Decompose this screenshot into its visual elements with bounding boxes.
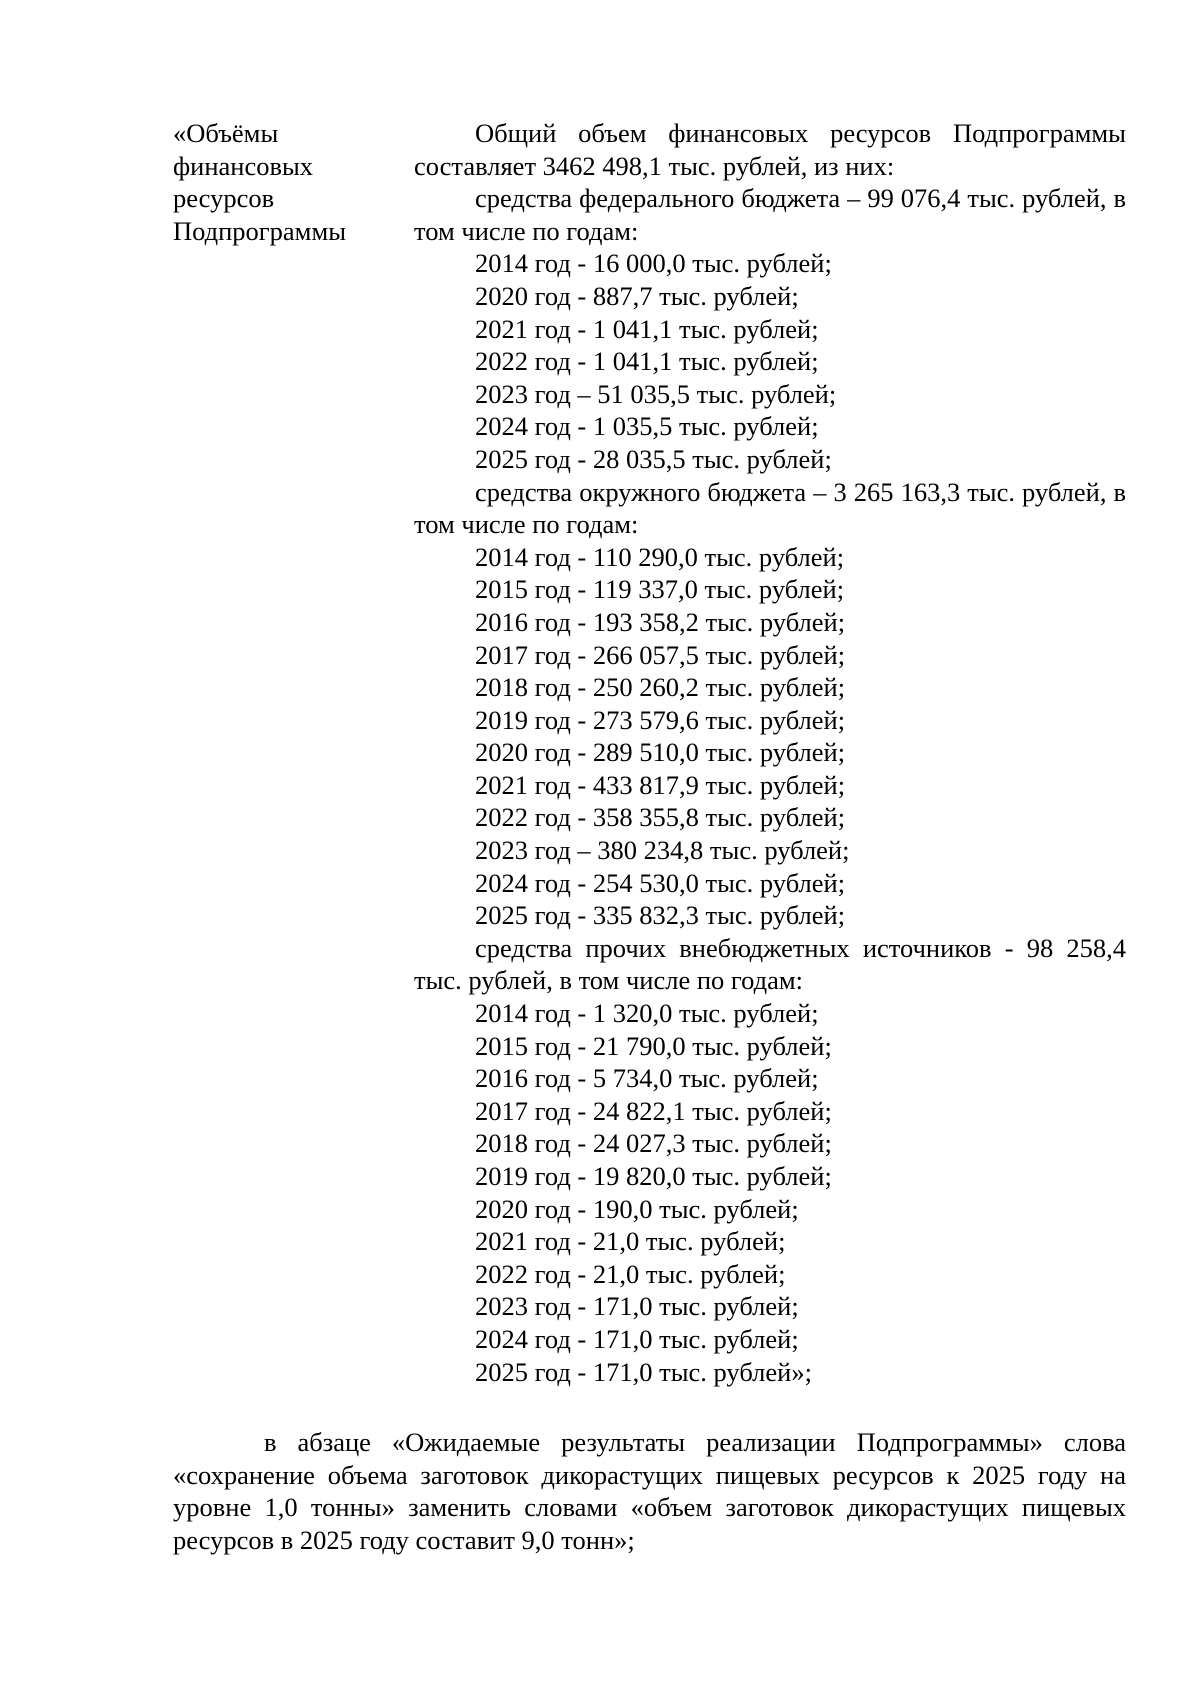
year-entry: 2018 год - 24 027,3 тыс. рублей; — [475, 1128, 832, 1159]
year-entry: 2020 год - 289 510,0 тыс. рублей; — [475, 737, 846, 768]
year-entry: 2014 год - 110 290,0 тыс. рублей; — [475, 541, 845, 572]
intro-paragraph: Общий объем финансовых ресурсов Подпрограммы составляет 3462 498,1 тыс. рублей, из них: — [414, 118, 1126, 181]
year-entry: 2025 год - 171,0 тыс. рублей»; — [475, 1356, 812, 1387]
federal-budget-years — [414, 247, 1126, 475]
year-entry: 2014 год - 1 320,0 тыс. рублей; — [475, 998, 819, 1029]
year-entry: 2022 год - 1 041,1 тыс. рублей; — [475, 346, 819, 377]
year-entry: 2022 год - 21,0 тыс. рублей; — [475, 1258, 786, 1289]
year-entry: 2021 год - 21,0 тыс. рублей; — [475, 1226, 786, 1257]
section-label-line: финансовых — [173, 150, 314, 181]
district-budget-heading: средства окружного бюджета – 3 265 163,3 тыс. рублей, в том числе по годам: — [414, 476, 1126, 540]
year-entry: 2024 год - 171,0 тыс. рублей; — [475, 1323, 799, 1354]
year-entry: 2024 год - 1 035,5 тыс. рублей; — [475, 411, 819, 442]
section-label-line: «Объёмы — [173, 118, 279, 148]
section-label-line: ресурсов — [173, 183, 275, 214]
year-entry: 2021 год - 433 817,9 тыс. рублей; — [475, 769, 846, 800]
year-entry: 2016 год - 193 358,2 тыс. рублей; — [475, 606, 846, 637]
year-entry: 2016 год - 5 734,0 тыс. рублей; — [475, 1063, 819, 1094]
year-entry: 2019 год - 19 820,0 тыс. рублей; — [475, 1161, 832, 1191]
year-entry: 2022 год - 358 355,8 тыс. рублей; — [475, 802, 846, 833]
year-entry: 2015 год - 119 337,0 тыс. рублей; — [475, 574, 845, 605]
year-entry: 2023 год - 171,0 тыс. рублей; — [475, 1291, 799, 1322]
year-entry: 2023 год – 380 234,8 тыс. рублей; — [475, 835, 850, 866]
year-entry: 2025 год - 28 035,5 тыс. рублей; — [475, 443, 832, 474]
year-entry: 2019 год - 273 579,6 тыс. рублей; — [475, 704, 846, 735]
financing-details — [414, 117, 1126, 1388]
federal-budget-heading: средства федерального бюджета – 99 076,4 тыс. рублей, в том числе по годам: — [414, 183, 1126, 246]
year-entry: 2020 год - 190,0 тыс. рублей; — [475, 1193, 799, 1224]
year-entry: 2017 год - 24 822,1 тыс. рублей; — [475, 1095, 832, 1126]
year-entry: 2020 год - 887,7 тыс. рублей; — [475, 280, 799, 311]
section-label-line: Подпрограммы — [173, 215, 347, 246]
year-entry: 2018 год - 250 260,2 тыс. рублей; — [475, 672, 846, 703]
year-entry: 2015 год - 21 790,0 тыс. рублей; — [475, 1030, 832, 1061]
section-label — [173, 117, 403, 247]
year-entry: 2023 год – 51 035,5 тыс. рублей; — [475, 378, 837, 409]
year-entry: 2025 год - 335 832,3 тыс. рублей; — [475, 900, 846, 931]
other-sources-heading: средства прочих внебюджетных источников - 98 258,4 тыс. рублей, в том числе по годам: — [414, 932, 1126, 996]
year-entry: 2017 год - 266 057,5 тыс. рублей; — [475, 639, 846, 670]
amendment-section — [173, 1426, 1126, 1556]
other-sources-years — [414, 997, 1126, 1388]
district-budget-years — [414, 541, 1126, 932]
year-entry: 2024 год - 254 530,0 тыс. рублей; — [475, 867, 846, 898]
amendment-paragraph: в абзаце «Ожидаемые результаты реализации Подпрограммы» слова «сохранение объема заготовок дикорастущих пищевых ресурсов к 2025 году на уровне 1,0 тонны» заменить словами «объем заготовок дикорастущих пищевых ресурсов в 2025 году составит 9,0 тонн»; — [173, 1427, 1126, 1555]
year-entry: 2021 год - 1 041,1 тыс. рублей; — [475, 313, 819, 344]
year-entry: 2014 год - 16 000,0 тыс. рублей; — [475, 248, 832, 279]
